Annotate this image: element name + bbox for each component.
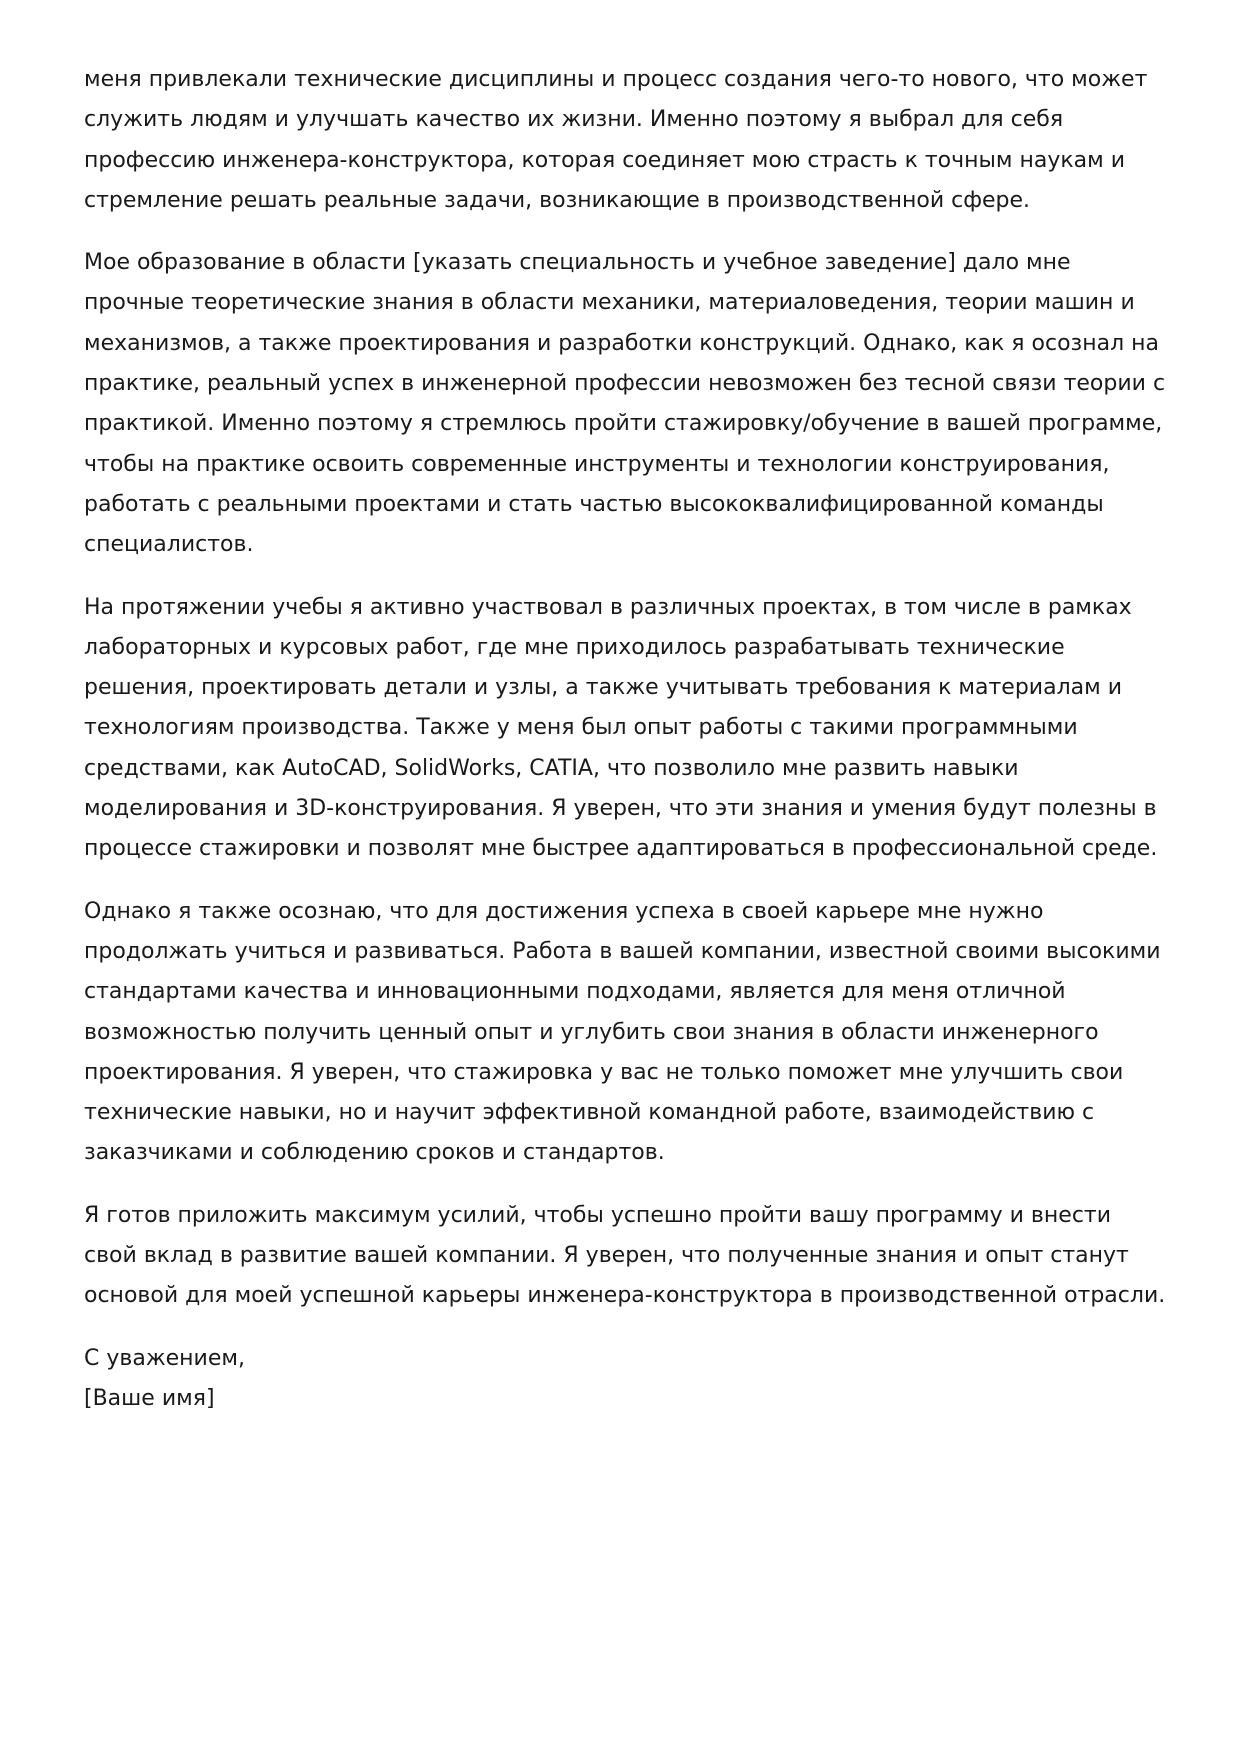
closing-block	[84, 1339, 1174, 1420]
text-line: процессе стажировки и позволят мне быстрее адаптироваться в профессиональной среде.	[84, 836, 1158, 862]
text-line: технологиям производства. Также у меня был опыт работы с такими программными	[84, 715, 1078, 741]
text-line: практикой. Именно поэтому я стремлюсь пройти стажировку/обучение в вашей программе,	[84, 411, 1163, 437]
text-line: продолжать учиться и развиваться. Работа в вашей компании, известной своими высокими	[84, 938, 1161, 964]
paragraph-4	[84, 892, 1174, 1174]
text-line: профессию инженера-конструктора, которая соединяет мою страсть к точным наукам и	[84, 147, 1126, 173]
letter-body	[84, 60, 1174, 1419]
paragraph-2	[84, 243, 1174, 565]
paragraph-5	[84, 1196, 1174, 1317]
text-line: технические навыки, но и научит эффективной командной работе, взаимодействию с	[84, 1100, 1095, 1126]
text-line: возможностью получить ценный опыт и углубить свои знания в области инженерного	[84, 1019, 1099, 1045]
signature-name: [Ваше имя]	[84, 1385, 215, 1411]
text-line: основой для моей успешной карьеры инженера-конструктора в производственной отрасли.	[84, 1283, 1166, 1309]
text-line: меня привлекали технические дисциплины и процесс создания чего-то нового, что может	[84, 67, 1148, 92]
text-line: стремление решать реальные задачи, возникающие в производственной сфере.	[84, 187, 1031, 213]
text-line: заказчиками и соблюдению сроков и стандартов.	[84, 1140, 665, 1166]
text-line: работать с реальными проектами и стать частью высококвалифицированной команды	[84, 491, 1104, 517]
text-line: лабораторных и курсовых работ, где мне приходилось разрабатывать технические	[84, 634, 1065, 660]
text-line: механизмов, а также проектирования и разработки конструкций. Однако, как я осознал на	[84, 330, 1160, 356]
text-line: служить людям и улучшать качество их жизни. Именно поэтому я выбрал для себя	[84, 107, 1064, 133]
text-line: моделирования и 3D-конструирования. Я уверен, что эти знания и умения будут полезны в	[84, 796, 1157, 822]
text-line: практике, реальный успех в инженерной профессии невозможен без тесной связи теории с	[84, 371, 1166, 397]
text-line: специалистов.	[84, 532, 254, 558]
text-line: чтобы на практике освоить современные инструменты и технологии конструирования,	[84, 451, 1110, 477]
text-line: решения, проектировать детали и узлы, а также учитывать требования к материалам и	[84, 675, 1122, 701]
paragraph-1	[84, 60, 1174, 221]
text-line: прочные теоретические знания в области механики, материаловедения, теории машин и	[84, 290, 1135, 316]
closing-salutation: С уважением,	[84, 1345, 245, 1371]
paragraph-3	[84, 588, 1174, 870]
text-line: Однако я также осознаю, что для достижения успеха в своей карьере мне нужно	[84, 898, 1044, 924]
text-line: Мое образование в области [указать специальность и учебное заведение] дало мне	[84, 250, 1071, 276]
text-line: Я готов приложить максимум усилий, чтобы успешно пройти вашу программу и внести	[84, 1202, 1112, 1228]
text-line: стандартами качества и инновационными подходами, является для меня отличной	[84, 979, 1066, 1005]
text-line: средствами, как AutoCAD, SolidWorks, CATIA, что позволило мне развить навыки	[84, 755, 1019, 781]
text-line: проектирования. Я уверен, что стажировка у вас не только поможет мне улучшить свои	[84, 1059, 1124, 1085]
text-line: свой вклад в развитие вашей компании. Я уверен, что полученные знания и опыт станут	[84, 1243, 1129, 1269]
text-line: На протяжении учебы я активно участвовал в различных проектах, в том числе в рамках	[84, 594, 1132, 620]
